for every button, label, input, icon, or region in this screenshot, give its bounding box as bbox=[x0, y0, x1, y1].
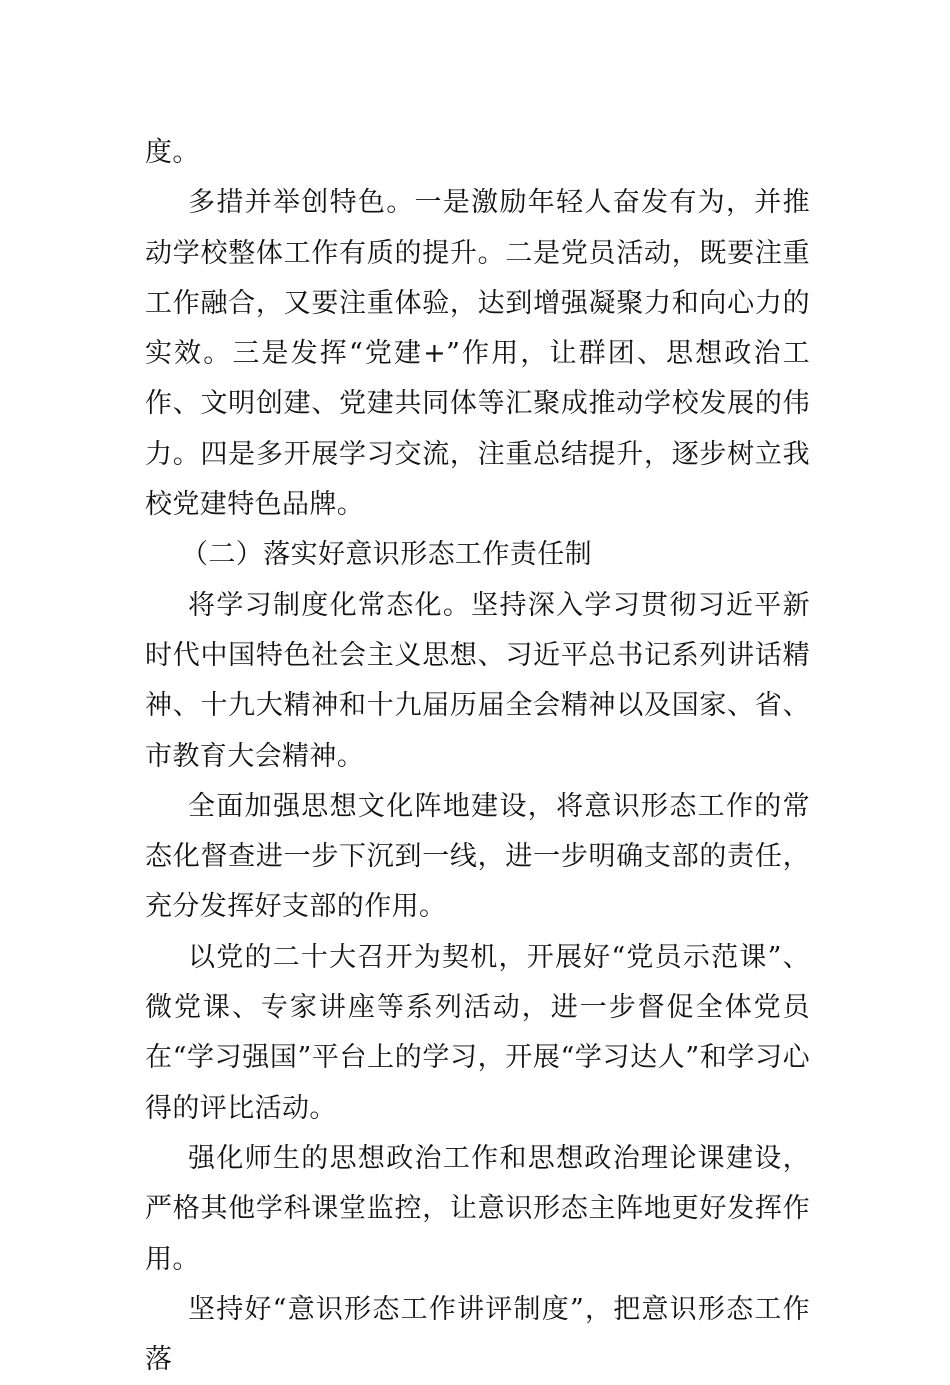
paragraph-cultural-front: 全面加强思想文化阵地建设，将意识形态工作的常态化督查进一步下沉到一线，进一步明确支部的责任，充分发挥好支部的作用。 bbox=[145, 790, 810, 923]
paragraph-characteristics: 多措并举创特色。一是激励年轻人奋发有为，并推动学校整体工作有质的提升。二是党员活动，既要注重工作融合，又要注重体验，达到增强凝聚力和向心力的实效。三是发挥“党建+”作用，让群团、思想政治工作、文明创建、党建共同体等汇聚成推动学校发展的伟力。四是多开展学习交流，注重总结提升，逐步树立我校党建特色品牌。 bbox=[145, 187, 810, 521]
paragraph-continuation: 度。 bbox=[145, 137, 200, 168]
paragraph-study-institutionalization: 将学习制度化常态化。坚持深入学习贯彻习近平新时代中国特色社会主义思想、习近平总书记系列讲话精神、十九大精神和十九届历届全会精神以及国家、省、市教育大会精神。 bbox=[145, 589, 810, 772]
section-heading: （二）落实好意识形态工作责任制 bbox=[181, 539, 592, 571]
paragraph-party-congress-activities: 以党的二十大召开为契机，开展好“党员示范课”、微党课、专家讲座等系列活动，进一步督促全体党员在“学习强国”平台上的学习，开展“学习达人”和学习心得的评比活动。 bbox=[145, 941, 810, 1124]
paragraph-review-system: 坚持好“意识形态工作讲评制度”，把意识形态工作落 bbox=[145, 1293, 810, 1376]
document-body bbox=[145, 128, 810, 1385]
paragraph-ideological-education: 强化师生的思想政治工作和思想政治理论课建设，严格其他学科课堂监控，让意识形态主阵地更好发挥作用。 bbox=[145, 1142, 810, 1275]
